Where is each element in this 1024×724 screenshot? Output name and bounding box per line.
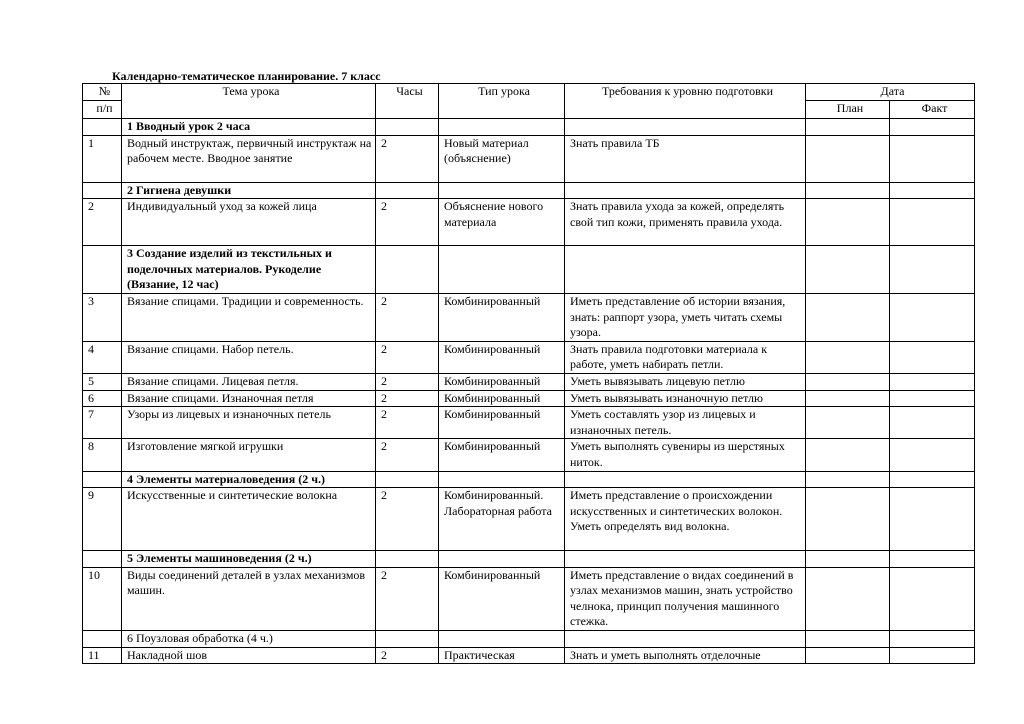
- lesson-number: 5: [83, 373, 122, 390]
- header-num: №: [83, 84, 122, 101]
- lesson-topic: Водный инструктаж, первичный инструктаж на рабочем месте. Вводное занятие: [122, 135, 376, 182]
- date-plan: [806, 341, 890, 373]
- date-fact: [890, 293, 975, 341]
- date-plan: [806, 373, 890, 390]
- lesson-topic: Накладной шов: [122, 647, 376, 664]
- date-plan: [806, 135, 890, 182]
- lesson-hours: 2: [376, 488, 439, 551]
- header-type: Тип урока: [439, 84, 565, 119]
- lesson-plan-table: [82, 83, 975, 664]
- header-row: [83, 84, 975, 101]
- date-fact: [890, 135, 975, 182]
- lesson-requirements: Знать правила ТБ: [565, 135, 806, 182]
- table-row: [83, 439, 975, 471]
- lesson-hours: 2: [376, 407, 439, 439]
- section-row: [83, 471, 975, 488]
- section-row: [83, 551, 975, 568]
- date-fact: [890, 567, 975, 630]
- date-fact: [890, 390, 975, 407]
- lesson-type: Комбинированный: [439, 341, 565, 373]
- lesson-topic: Вязание спицами. Традиции и современность.: [122, 293, 376, 341]
- lesson-type: Комбинированный: [439, 567, 565, 630]
- section-row: [83, 246, 975, 294]
- lesson-hours: 2: [376, 293, 439, 341]
- lesson-topic: Виды соединений деталей в узлах механизмов машин.: [122, 567, 376, 630]
- lesson-topic: Индивидуальный уход за кожей лица: [122, 199, 376, 246]
- document-title: Календарно-тематическое планирование. 7 класс: [112, 69, 381, 83]
- lesson-number: 7: [83, 407, 122, 439]
- lesson-hours: 2: [376, 135, 439, 182]
- lesson-type: Комбинированный: [439, 439, 565, 471]
- date-plan: [806, 407, 890, 439]
- table-row: [83, 341, 975, 373]
- lesson-topic: Вязание спицами. Набор петель.: [122, 341, 376, 373]
- date-plan: [806, 567, 890, 630]
- lesson-requirements: Уметь составлять узор из лицевых и изнаночных петель.: [565, 407, 806, 439]
- lesson-requirements: Знать и уметь выполнять отделочные: [565, 647, 806, 664]
- lesson-type: Комбинированный. Лабораторная работа: [439, 488, 565, 551]
- section-title: 3 Создание изделий из текстильных и поделочных материалов. Рукоделие (Вязание, 12 час): [122, 246, 376, 294]
- table-row: [83, 135, 975, 182]
- lesson-requirements: Иметь представление о происхождении искусственных и синтетических волокон. Уметь определять вид волокна.: [565, 488, 806, 551]
- lesson-topic: Вязание спицами. Лицевая петля.: [122, 373, 376, 390]
- section-title: 1 Вводный урок 2 часа: [122, 119, 376, 136]
- section-row: [83, 631, 975, 648]
- lesson-number: 2: [83, 199, 122, 246]
- table-row: [83, 647, 975, 664]
- date-fact: [890, 647, 975, 664]
- lesson-number: 4: [83, 341, 122, 373]
- header-plan: План: [806, 101, 890, 119]
- section-title: 4 Элементы материаловедения (2 ч.): [122, 471, 376, 488]
- header-topic: Тема урока: [122, 84, 376, 119]
- table-row: [83, 373, 975, 390]
- lesson-type: Новый материал (объяснение): [439, 135, 565, 182]
- lesson-number: 3: [83, 293, 122, 341]
- date-fact: [890, 407, 975, 439]
- table-row: [83, 293, 975, 341]
- lesson-hours: 2: [376, 647, 439, 664]
- date-fact: [890, 341, 975, 373]
- lesson-requirements: Уметь вывязывать изнаночную петлю: [565, 390, 806, 407]
- date-fact: [890, 199, 975, 246]
- date-plan: [806, 293, 890, 341]
- section-title: 2 Гигиена девушки: [122, 182, 376, 199]
- lesson-requirements: Уметь выполнять сувениры из шерстяных ниток.: [565, 439, 806, 471]
- lesson-number: 10: [83, 567, 122, 630]
- lesson-type: Практическая: [439, 647, 565, 664]
- section-title: 6 Поузловая обработка (4 ч.): [122, 631, 376, 648]
- date-plan: [806, 439, 890, 471]
- date-fact: [890, 373, 975, 390]
- lesson-number: 8: [83, 439, 122, 471]
- lesson-hours: 2: [376, 567, 439, 630]
- lesson-topic: Вязание спицами. Изнаночная петля: [122, 390, 376, 407]
- date-plan: [806, 647, 890, 664]
- date-plan: [806, 390, 890, 407]
- lesson-number: 6: [83, 390, 122, 407]
- lesson-hours: 2: [376, 341, 439, 373]
- table-row: [83, 199, 975, 246]
- header-date: Дата: [806, 84, 975, 101]
- lesson-hours: 2: [376, 373, 439, 390]
- lesson-number: 1: [83, 135, 122, 182]
- lesson-topic: Искусственные и синтетические волокна: [122, 488, 376, 551]
- lesson-requirements: Знать правила подготовки материала к работе, уметь набирать петли.: [565, 341, 806, 373]
- lesson-hours: 2: [376, 439, 439, 471]
- lesson-type: Комбинированный: [439, 373, 565, 390]
- header-num-line2: п/п: [83, 101, 122, 119]
- date-fact: [890, 439, 975, 471]
- lesson-hours: 2: [376, 199, 439, 246]
- table-row: [83, 488, 975, 551]
- date-plan: [806, 488, 890, 551]
- lesson-type: Комбинированный: [439, 293, 565, 341]
- date-fact: [890, 488, 975, 551]
- lesson-type: Комбинированный: [439, 390, 565, 407]
- lesson-type: Объяснение нового материала: [439, 199, 565, 246]
- table-row: [83, 567, 975, 630]
- lesson-topic: Изготовление мягкой игрушки: [122, 439, 376, 471]
- lesson-hours: 2: [376, 390, 439, 407]
- lesson-topic: Узоры из лицевых и изнаночных петель: [122, 407, 376, 439]
- section-title: 5 Элементы машиноведения (2 ч.): [122, 551, 376, 568]
- lesson-type: Комбинированный: [439, 407, 565, 439]
- lesson-requirements: Уметь вывязывать лицевую петлю: [565, 373, 806, 390]
- header-fact: Факт: [890, 101, 975, 119]
- table-row: [83, 390, 975, 407]
- lesson-number: 11: [83, 647, 122, 664]
- lesson-requirements: Иметь представление о видах соединений в узлах механизмов машин, знать устройство челнока, принцип получения машинного стежка.: [565, 567, 806, 630]
- header-requirements: Требования к уровню подготовки: [565, 84, 806, 119]
- lesson-requirements: Знать правила ухода за кожей, определять свой тип кожи, применять правила ухода.: [565, 199, 806, 246]
- lesson-number: 9: [83, 488, 122, 551]
- table-row: [83, 407, 975, 439]
- section-row: [83, 182, 975, 199]
- date-plan: [806, 199, 890, 246]
- section-row: [83, 119, 975, 136]
- header-hours: Часы: [376, 84, 439, 119]
- lesson-requirements: Иметь представление об истории вязания, знать: раппорт узора, уметь читать схемы узора.: [565, 293, 806, 341]
